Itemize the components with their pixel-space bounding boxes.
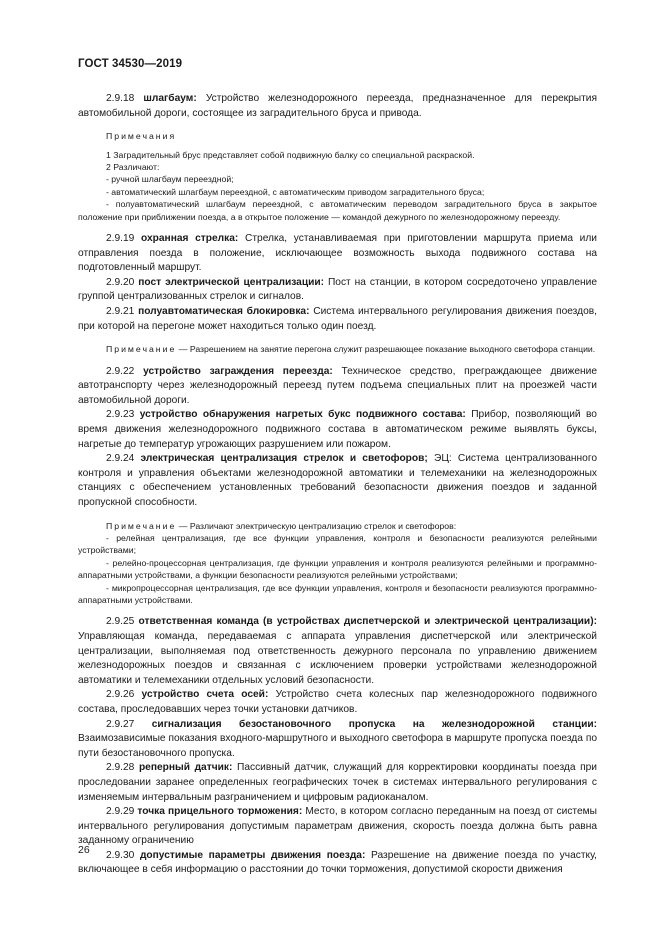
item-text: Прибор, позволяющий во время движения железнодорожного подвижного состава в автоматическом режиме выявлять буксы, нагретые до температур угрожающих разрушением или пожаром. (78, 409, 597, 450)
note-paragraph (78, 520, 597, 532)
definition-item (78, 849, 597, 878)
item-number: 2.9.28 (106, 762, 135, 774)
item-text: Система интервального регулирования движения поездов, при которой на перегоне может находиться только один поезд. (78, 306, 597, 332)
item-term: электрическая централизация стрелок и светофоров; (140, 453, 428, 465)
item-term: охранная стрелка: (141, 233, 239, 245)
definition-item (78, 688, 597, 717)
item-term: точка прицельного торможения: (137, 806, 303, 818)
note-line: 2 Различают: (106, 162, 160, 172)
item-term: допустимые параметры движения поезда: (139, 849, 366, 861)
note-list-item: - релейная централизация, где все функции управления, контроля и безопасности реализуются релейными устройствами; (78, 532, 597, 556)
item-term: устройство заграждения переезда: (143, 365, 333, 377)
definition-item (78, 305, 597, 334)
definition-item (78, 232, 597, 276)
item-number: 2.9.20 (106, 276, 135, 288)
item-term: полуавтоматическая блокировка: (138, 306, 310, 317)
definition-item (78, 718, 597, 762)
note-label: Примечание (106, 344, 177, 355)
note-line: 1 Заградительный брус представляет собой подвижную балку со специальной раскраской. (106, 149, 475, 160)
item-text: Пост на станции, в котором сосредоточено управление группой централизованных стрелок и сигналов. (78, 276, 597, 303)
item-number: 2.9.19 (106, 233, 135, 245)
note-text: — Разрешением на занятие перегона служит разрешающее показание выходного светофора станции. (178, 344, 596, 355)
definition-item (78, 452, 597, 510)
notes-heading: Примечания (106, 131, 177, 142)
definition-item (78, 615, 597, 688)
item-text: Место, в котором согласно переданным на поезд от системы интервального регулирования допустимым параметрам движения, скорость поезда должна быть равна заданному ограничению (78, 806, 597, 847)
item-text: Техническое средство, преграждающее движение автотранспорту через железнодорожный переезд путем подъема специальных плит на проезжей части автомобильной дороги. (78, 365, 597, 406)
item-number: 2.9.18 (106, 93, 135, 104)
item-number: 2.9.22 (106, 365, 135, 377)
item-text: Стрелка, устанавливаемая при приготовлении маршрута приема или отправления поезда в положение, исключающее возможность выхода подвижного состава на подготовленный маршрут. (78, 233, 597, 274)
note-text: — Различают электрическую централизацию стрелок и светофоров: (178, 520, 457, 531)
note-list-item: - микропроцессорная централизация, где все функции управления, контроля и безопасности реализуются программно-аппаратными устройствами. (78, 582, 597, 605)
definition-item (78, 365, 597, 409)
item-term: сигнализация безостановочного пропуска на железнодорожной станции: (151, 718, 597, 730)
item-term: пост электрической централизации: (138, 276, 325, 288)
note-list-item: - полуавтоматический шлагбаум переездной, с автоматическим переводом заградительного бруса в закрытое положение при приближении поезда, а в открытое положение — командой дежурного по железнодорожному переезду. (78, 199, 597, 222)
item-number: 2.9.27 (106, 718, 135, 730)
item-text: Управляющая команда, передаваемая с аппарата управления диспетчерской или электрической централизации, выполняемая под ответственность дежурного персонала по управлению движением железнодорожных поездов и связанная с исключением проверки устройствами железнодорожной автоматики и телемеханики отдельных условий безопасности. (78, 630, 597, 686)
item-text: Разрешение на движение поезда по участку, включающее в себя информацию о расстоянии до точки торможения, допустимой скорости движения (78, 849, 597, 876)
doc-header: ГОСТ 34530—2019 (78, 58, 183, 70)
item-term: шлагбаум: (143, 93, 197, 104)
definition-item (78, 805, 597, 849)
definition-item (78, 92, 597, 121)
item-text: Пассивный датчик, служащий для корректировки координаты поезда при проследовании заранее определенных географических точек в системах интервального регулирования с изменяемым интервальным разграничением и цифровым радиоканалом. (78, 762, 597, 803)
item-number: 2.9.26 (106, 689, 135, 701)
item-number: 2.9.29 (106, 806, 135, 818)
document-body (78, 92, 597, 878)
item-term: ответственная команда (в устройствах диспетчерской и электрической централизации): (138, 616, 597, 628)
item-term: устройство обнаружения нагретых букс подвижного состава: (139, 409, 466, 421)
item-text: ЭЦ: Система централизованного контроля и управления объектами железнодорожной автоматики и телемеханики на железнодорожных станциях с обеспечением установленных требований безопасности движения поездов и заданной пропускной способности. (78, 453, 597, 508)
item-number: 2.9.23 (106, 409, 135, 421)
definition-item (78, 276, 597, 305)
note-paragraph (78, 343, 597, 355)
note-label: Примечание (106, 520, 177, 531)
note-list-item: - релейно-процессорная централизация, где функции управления и контроля реализуются релейными и программно-аппаратными устройствами, а функции безопасности реализуются релейными устройствами; (78, 557, 597, 581)
item-term: реперный датчик: (138, 762, 233, 774)
item-text: Устройство счета колесных пар железнодорожного подвижного состава, проследовавших через точки установки датчиков. (78, 689, 597, 715)
page-number: 26 (78, 844, 90, 856)
note-list-item: - автоматический шлагбаум переездной, с автоматическим приводом заградительного бруса; (106, 186, 485, 197)
item-number: 2.9.24 (106, 453, 135, 465)
definition-item (78, 408, 597, 452)
item-number: 2.9.30 (106, 849, 135, 861)
item-number: 2.9.21 (106, 306, 135, 317)
definition-item (78, 761, 597, 805)
item-number: 2.9.25 (106, 616, 135, 628)
note-list-item: - ручной шлагбаум переездной; (106, 174, 234, 185)
item-text: Взаимозависимые показания входного-маршрутного и выходного светофора в маршруте пропуска поезда по пути безостановочного пропуска. (78, 733, 597, 759)
item-text: Устройство железнодорожного переезда, предназначенное для перекрытия автомобильной дороги, состоящее из заградительного бруса и привода. (78, 93, 597, 119)
item-term: устройство счета осей: (141, 689, 269, 701)
